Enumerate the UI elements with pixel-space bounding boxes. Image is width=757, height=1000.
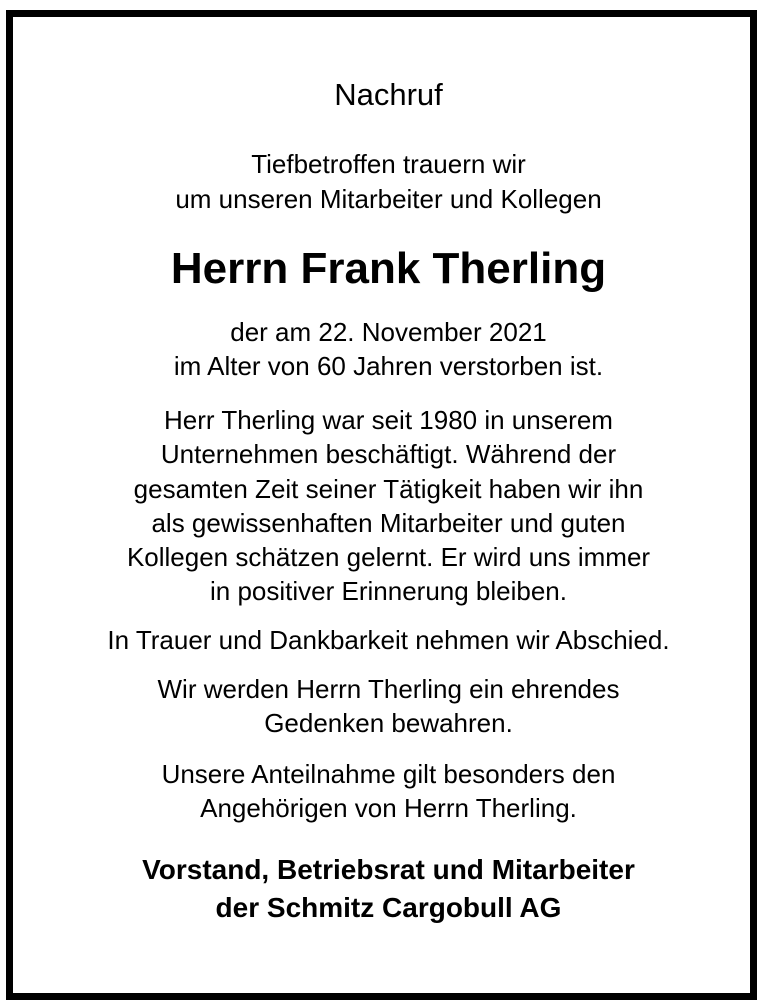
- sender-line: der Schmitz Cargobull AG: [215, 892, 562, 923]
- intro-line: Tiefbetroffen trauern wir: [251, 149, 526, 179]
- remembrance-line: Gedenken bewahren.: [264, 708, 513, 738]
- remembrance-line: Wir werden Herrn Therling ein ehrendes: [157, 674, 620, 704]
- farewell-line: In Trauer und Dankbarkeit nehmen wir Abschied.: [107, 625, 670, 655]
- obituary-frame: [6, 10, 757, 1000]
- obituary-title: Nachruf: [334, 77, 443, 112]
- tribute-line: gesamten Zeit seiner Tätigkeit haben wir ihn: [133, 474, 644, 504]
- tribute-line: als gewissenhaften Mitarbeiter und guten: [151, 508, 626, 538]
- tribute-line: Unternehmen beschäftigt. Während der: [160, 439, 617, 469]
- condolence-line: Unsere Anteilnahme gilt besonders den: [161, 759, 616, 789]
- condolence-line: Angehörigen von Herrn Therling.: [200, 793, 577, 823]
- tribute-line: in positiver Erinnerung bleiben.: [210, 576, 567, 606]
- sender-line: Vorstand, Betriebsrat und Mitarbeiter: [142, 854, 635, 885]
- deceased-name: Herrn Frank Therling: [170, 244, 607, 293]
- tribute-line: Kollegen schätzen gelernt. Er wird uns immer: [126, 542, 651, 572]
- death-notice-line: der am 22. November 2021: [230, 317, 547, 347]
- tribute-line: Herr Therling war seit 1980 in unserem: [164, 405, 613, 435]
- intro-line: um unseren Mitarbeiter und Kollegen: [175, 184, 602, 214]
- death-notice-line: im Alter von 60 Jahren verstorben ist.: [173, 351, 604, 381]
